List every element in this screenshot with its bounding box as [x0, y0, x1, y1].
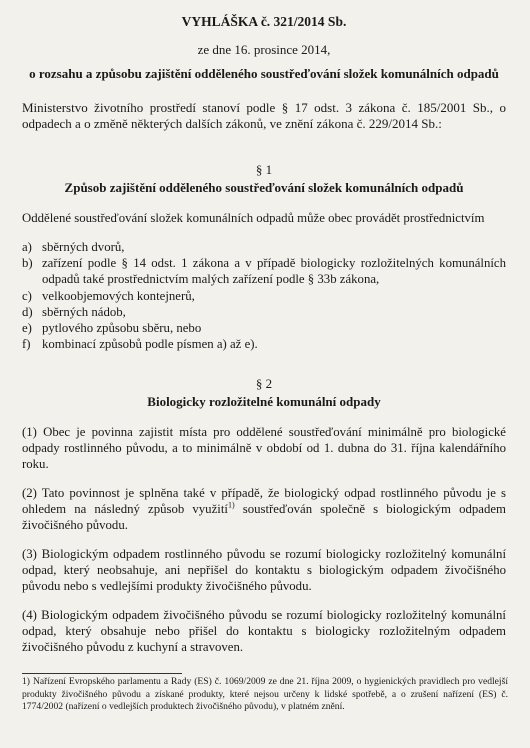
- list-item-text: velkoobjemových kontejnerů,: [42, 288, 195, 303]
- list-item-label: a): [22, 240, 32, 254]
- document-date: ze dne 16. prosince 2014,: [197, 42, 331, 57]
- list-item-text: zařízení podle § 14 odst. 1 zákona a v případě biologicky rozložitelných komunálních odpadů také prostřednictvím malých zařízení podle § 33b zákona,: [42, 256, 506, 287]
- footnote-divider: [22, 673, 182, 674]
- paragraph-2-text: (2) Tato povinnost je splněna také v případě, že biologický odpad rostlinného původu je s ohledem na následný způsob využití: [22, 486, 506, 517]
- document-title: VYHLÁŠKA č. 321/2014 Sb.: [181, 14, 347, 29]
- section-1-number: § 1: [255, 162, 273, 177]
- list-item-text: sběrných dvorů,: [42, 240, 125, 254]
- list-item-label: b): [22, 256, 33, 271]
- list-item-label: e): [22, 321, 32, 336]
- preamble: Ministerstvo životního prostředí stanoví podle § 17 odst. 3 zákona č. 185/2001 Sb., o odpadech a o změně některých dalších zákonů, ve znění zákona č. 229/2014 Sb.:: [22, 100, 506, 131]
- footnote-reference: 1): [227, 501, 235, 511]
- list-item-text: pytlového způsobu sběru, nebo: [42, 321, 202, 336]
- document-subject: o rozsahu a způsobu zajištění odděleného soustřeďování složek komunálních odpadů: [29, 66, 499, 81]
- list-item: [22, 255, 506, 287]
- list-item-label: d): [22, 304, 33, 319]
- section-1-list: [22, 239, 506, 352]
- section-2-paragraph-3: (3) Biologickým odpadem rostlinného původu se rozumí biologicky rozložitelný komunální odpad, který neobsahuje, ani nepřišel do kontaktu s biologickým odpadem živočišného původu nebo s vedlejšími produkty živočišného původu.: [22, 547, 506, 594]
- section-2-paragraph-2: [22, 485, 506, 533]
- list-item: [22, 239, 506, 255]
- section-2-paragraph-4: (4) Biologickým odpadem živočišného původu se rozumí biologicky rozložitelný komunální odpad, který obsahuje nebo přišel do kontaktu s biologicky rozložitelným odpadem živočišného původu z kuchyní a stravoven.: [22, 608, 506, 655]
- list-item: [22, 288, 506, 304]
- section-1-title: Způsob zajištění odděleného soustřeďování složek komunálních odpadů: [64, 180, 464, 195]
- section-2-number: § 2: [255, 376, 273, 392]
- section-2-paragraph-1: (1) Obec je povinna zajistit místa pro oddělené soustřeďování minimálně pro biologické odpady rostlinného původu, a to minimálně v období od 1. dubna do 31. října kalendářního roku.: [22, 425, 506, 472]
- section-1-lead: Oddělené soustřeďování složek komunálních odpadů může obec provádět prostřednictvím: [22, 211, 485, 225]
- list-item: [22, 336, 506, 352]
- list-item: [22, 304, 506, 320]
- list-item-text: kombinací způsobů podle písmen a) až e).: [42, 337, 258, 352]
- section-2-title: Biologicky rozložitelné komunální odpady: [147, 394, 381, 410]
- list-item: [22, 320, 506, 336]
- paragraph-2-text-end: soustřeďován společně s biologickým odpadem živočišného původu.: [22, 502, 506, 533]
- list-item-label: f): [22, 337, 31, 352]
- list-item-label: c): [22, 288, 32, 303]
- footnote: 1) Nařízení Evropského parlamentu a Rady (ES) č. 1069/2009 ze dne 21. října 2009, o hygienických pravidlech pro vedlejší produkty živočišného původu a získané produkty, které nejsou určeny k lidské spotřebě, a o zrušení nařízení (ES) č. 1774/2002 (nařízení o vedlejších produktech živočišného původu), v platném znění.: [22, 676, 508, 712]
- list-item-text: sběrných nádob,: [42, 304, 126, 319]
